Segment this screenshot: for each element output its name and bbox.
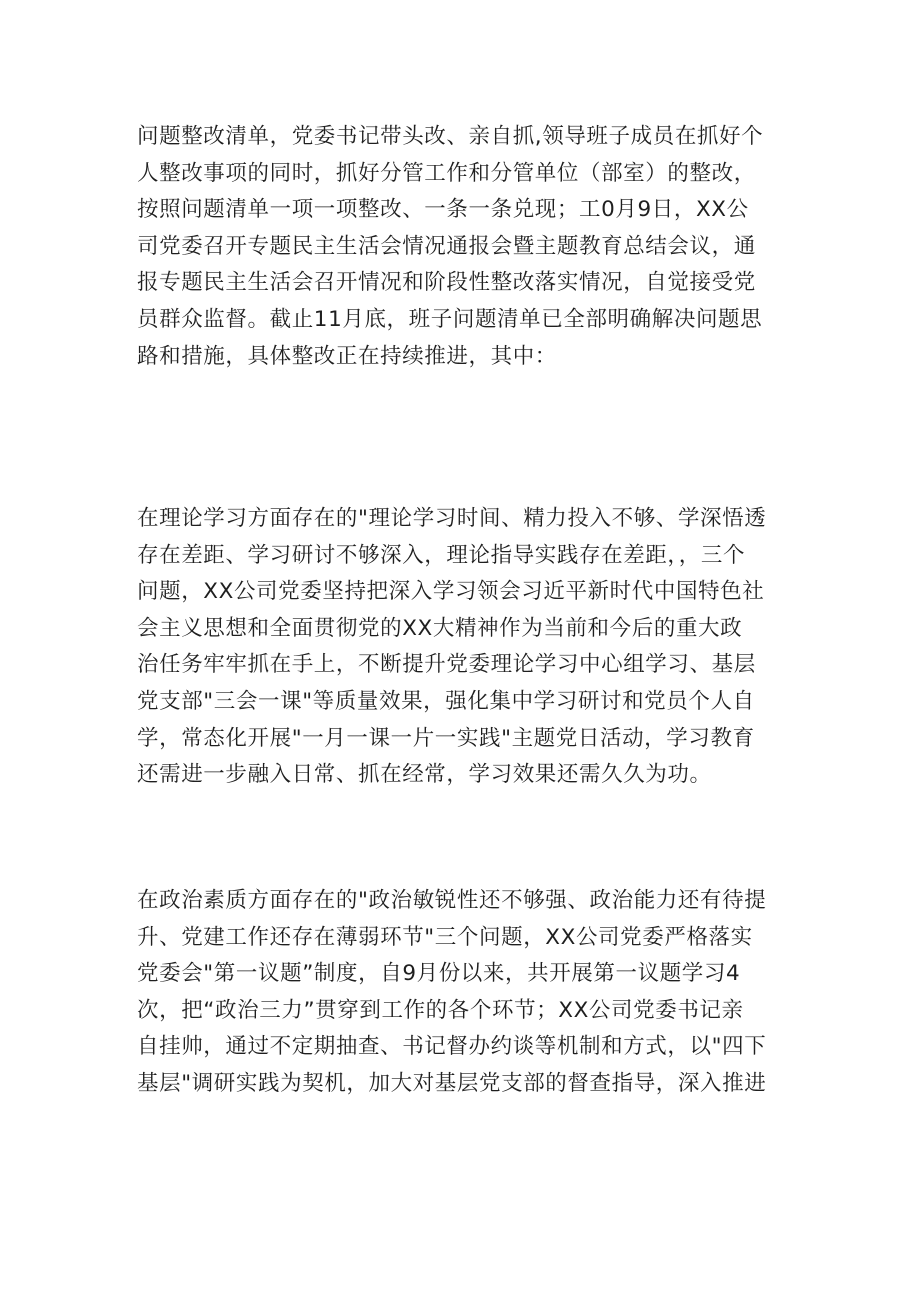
text-line: 按照问题清单一项一项整改、一条一条兑现；工0月9日，XX公 (137, 197, 749, 223)
text-line: 党委会"第一议题”制度，自9月份以来，共开展第一议题学习4 (137, 961, 741, 987)
text-line: 问题整改清单，党委书记带头改、亲自抓,领导班子成员在抓好个 (137, 124, 764, 149)
text-line: 升、党建工作还存在薄弱环节"三个问题，XX公司党委严格落实 (137, 924, 753, 950)
text-line: 学，常态化开展"一月一课一片一实践"主题党日活动，学习教育 (137, 725, 755, 751)
text-line: 基层"调研实践为契机，加大对基层党支部的督查指导，深入推进 (137, 1070, 767, 1096)
text-line: 会主义思想和全面贯彻党的XX大精神作为当前和今后的重大政 (137, 615, 743, 641)
text-line: 司党委召开专题民主生活会情况通报会暨主题教育总结会议，通 (137, 233, 756, 259)
text-line: 党支部"三会一课"等质量效果，强化集中学习研讨和党员个人自 (137, 688, 755, 714)
text-line: 治任务牢牢抓在手上，不断提升党委理论学习中心组学习、基层 (137, 652, 756, 678)
paragraph-rectification-list (137, 119, 797, 375)
text-line: 人整改事项的同时，抓好分管工作和分管单位（部室）的整改， (137, 160, 756, 186)
paragraph-political-quality (137, 883, 797, 1103)
text-line: 在理论学习方面存在的"理论学习时间、精力投入不够、学深悟透 (137, 506, 767, 531)
text-line: 存在差距、学习研讨不够深入，理论指导实践存在差距，，三个 (137, 542, 746, 568)
text-line: 员群众监督。截止11月底，班子问题清单已全部明确解决问题思 (137, 306, 763, 332)
text-line: 自挂帅，通过不定期抽查、书记督办约谈等机制和方式，以"四下 (137, 1034, 767, 1060)
text-line: 次，把“政治三力”贯穿到工作的各个环节；XX公司党委书记亲 (137, 997, 744, 1023)
text-line: 问题，XX公司党委坚持把深入学习领会习近平新时代中国特色社 (137, 579, 765, 605)
text-line: 在政治素质方面存在的"政治敏锐性还不够强、政治能力还有待提 (137, 888, 767, 913)
paragraph-theory-study (137, 501, 797, 794)
text-line: 报专题民主生活会召开情况和阶段性整改落实情况，自觉接受党 (137, 270, 756, 296)
text-line: 还需进一步融入日常、抓在经常，学习效果还需久久为功。 (137, 762, 712, 788)
text-line: 路和措施，具体整改正在持续推进，其中： (137, 343, 557, 369)
